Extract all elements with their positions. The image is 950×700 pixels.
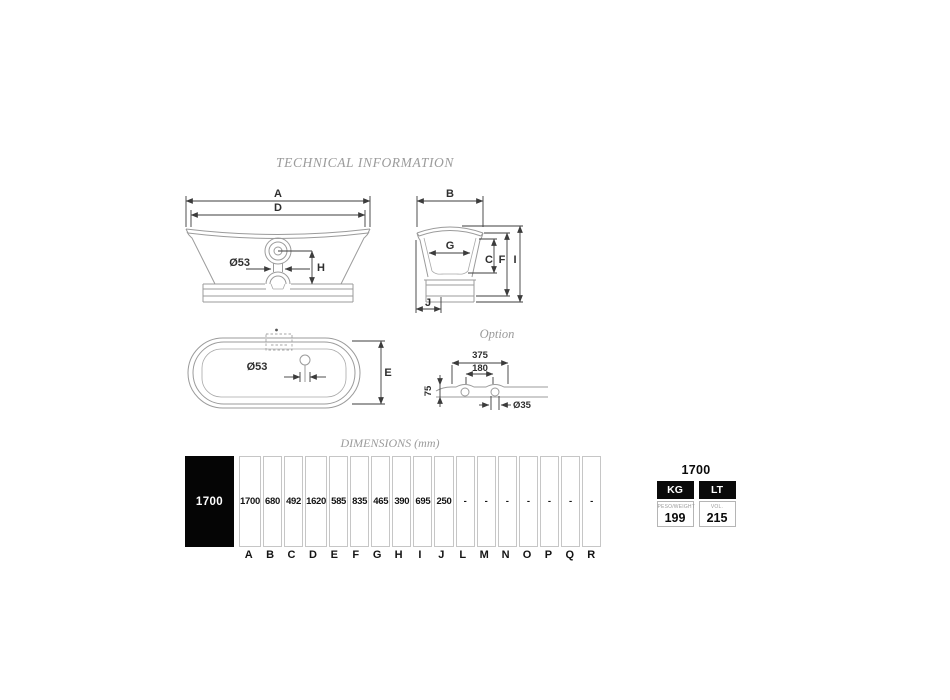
table-cell-f: 835 (350, 456, 369, 547)
letter-a: A (244, 549, 253, 561)
option-hole-1 (461, 388, 469, 396)
volume-cell (699, 481, 736, 527)
dimensions-table-values (239, 456, 601, 547)
letter-d: D (308, 549, 317, 561)
table-cell-n: - (498, 456, 517, 547)
weight-value: 199 (664, 511, 686, 525)
letter-e: E (330, 549, 338, 561)
table-cell-b: 680 (263, 456, 282, 547)
table-cell-g: 465 (371, 456, 390, 547)
top-view (188, 329, 392, 408)
dim-label-f: F (498, 254, 506, 266)
table-model-box (185, 456, 234, 547)
weight-unit: KG (657, 481, 694, 499)
table-cell-a: 1700 (239, 456, 261, 547)
letter-c: C (287, 549, 296, 561)
volume-unit: LT (699, 481, 736, 499)
letter-q: Q (565, 549, 575, 561)
side-view-rim (186, 229, 370, 235)
table-cell-r: - (582, 456, 601, 547)
side-view (186, 188, 370, 302)
dim-label-hole-diameter: Ø35 (513, 400, 531, 411)
letter-n: N (501, 549, 510, 561)
table-cell-c: 492 (284, 456, 303, 547)
dim-label-drain-diameter: Ø53 (229, 257, 250, 269)
letter-p: P (544, 549, 553, 561)
table-cell-o: - (519, 456, 538, 547)
table-cell-p: - (540, 456, 559, 547)
dimensions-table-letters (239, 549, 601, 561)
weight-value-box (657, 501, 694, 527)
letter-r: R (587, 549, 596, 561)
volume-value: 215 (706, 511, 728, 525)
side-view-arch (266, 272, 290, 284)
weight-cell (657, 481, 694, 527)
option-detail (423, 327, 548, 411)
table-model-value: 1700 (195, 495, 224, 508)
letter-m: M (479, 549, 489, 561)
letter-o: O (522, 549, 532, 561)
option-hole-2 (491, 388, 499, 396)
side-view-plinth (203, 284, 353, 302)
dim-label-d: D (274, 202, 282, 214)
letter-b: B (266, 549, 275, 561)
table-cell-m: - (477, 456, 496, 547)
dimensions-table-title: DIMENSIONS (mm) (340, 436, 440, 450)
letter-l: L (459, 549, 467, 561)
table-cell-j: 250 (434, 456, 453, 547)
letter-i: I (418, 549, 422, 561)
dim-label-e: E (384, 367, 392, 379)
letter-h: H (394, 549, 403, 561)
table-cell-q: - (561, 456, 580, 547)
dim-label-b: B (446, 188, 454, 200)
dim-label-375: 375 (472, 350, 488, 361)
dim-label-g: G (445, 240, 455, 252)
top-view-marker-dot (275, 329, 278, 332)
dim-label-180: 180 (472, 363, 488, 374)
top-view-outer-rim (188, 338, 360, 408)
weight-label: PESO/WEIGHT (657, 504, 695, 510)
option-label: Option (479, 327, 515, 341)
table-cell-i: 695 (413, 456, 432, 547)
letter-f: F (352, 549, 360, 561)
dim-label-i: I (513, 254, 517, 266)
volume-value-box (699, 501, 736, 527)
table-cell-h: 390 (392, 456, 411, 547)
table-cell-e: 585 (329, 456, 348, 547)
dim-label-75: 75 (423, 385, 434, 397)
table-cell-d: 1620 (305, 456, 327, 547)
spec-model: 1700 (681, 463, 711, 477)
end-view-floor (432, 271, 468, 274)
volume-label: VOL. (710, 504, 724, 510)
letter-g: G (372, 549, 382, 561)
end-view-plinth (424, 280, 476, 302)
dim-label-j: J (424, 297, 432, 309)
top-view-basin (202, 349, 346, 397)
dim-label-h: H (317, 262, 325, 274)
spec-panel (655, 463, 737, 527)
end-view-rim (417, 227, 483, 236)
letter-j: J (438, 549, 445, 561)
table-cell-l: - (456, 456, 475, 547)
end-view (416, 188, 523, 313)
top-view-drain (300, 355, 310, 365)
dim-label-a: A (274, 188, 282, 200)
dim-label-c: C (485, 254, 493, 266)
dim-label-top-drain-diameter: Ø53 (246, 361, 268, 373)
page-title: TECHNICAL INFORMATION (276, 155, 454, 170)
